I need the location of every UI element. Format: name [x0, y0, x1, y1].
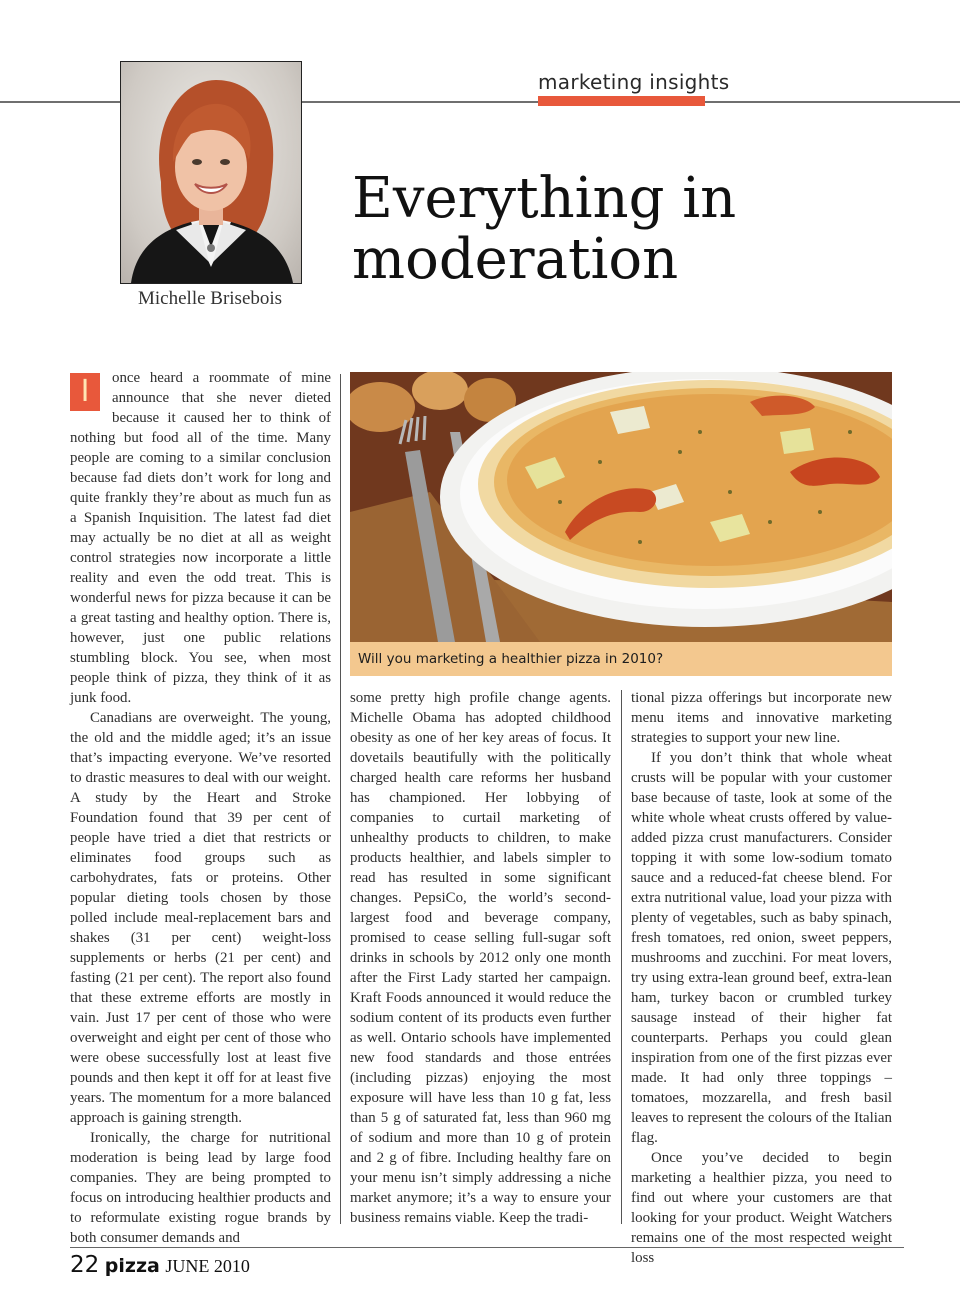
article-column-3 — [631, 688, 892, 1268]
pizza-illustration — [350, 372, 892, 642]
photo-caption — [350, 642, 892, 676]
magazine-name: pizza — [104, 1255, 160, 1277]
headline-line-2: moderation — [352, 227, 679, 292]
author-photo — [120, 61, 302, 284]
drop-cap: I — [70, 373, 100, 411]
pizza-photo — [350, 372, 892, 642]
article-column-1 — [70, 368, 331, 1248]
page-footer — [70, 1252, 250, 1278]
footer-rule — [70, 1247, 904, 1248]
paragraph: some pretty high profile change agents. Michelle Obama has adopted childhood obesity as one of her key areas of focus. It dovetails beautifully with the politically charged health care reforms her husband has championed. Her lobbying of companies to curtail marketing of unhealthy products to children, to make products healthier, and labels simpler to read has resulted in some significant changes. PepsiCo, the world’s second-largest food and beverage company, promised to cease selling full-sugar soft drinks in schools by 2012 only one month after the First Lady started her campaign. Kraft Foods announced it would reduce the sodium content of its products even further as well. Ontario schools have implemented new food standards and those entrées (including pizzas) enjoying the most exposure will have less than 10 g fat, less than 5 g of saturated fat, less than 960 mg of sodium and more than 10 g of protein and 2 g of fibre. Including healthy fare on your menu isn’t simply addressing a niche market anymore; it’s a way to ensure your business remains viable. Keep the tradi- — [350, 690, 611, 1226]
section-accent-bar — [538, 96, 705, 106]
article-column-2 — [350, 688, 611, 1228]
page-number: 22 — [70, 1252, 100, 1278]
paragraph-text: once heard a roommate of mine announce that she never dieted because it caused her to think of nothing but food all of the time. Many people are coming to a similar conclusion because fad diets don’t work for long and quite frankly they’re about as much fun as a Spanish Inquisition. The latest fad diet may actually be no diet at all as weight control strategies now incorporate a little reality and even the odd treat. This is wonderful news for pizza because it can be a great tasting and healthy option. There is, however, just one public relations stumbling block. You see, when most people think of pizza, they think of it as junk food. — [70, 370, 331, 706]
article-headline — [352, 168, 912, 290]
paragraph: tional pizza offerings but incorporate new menu items and innovative marketing strategies to support your new line. — [631, 690, 892, 746]
author-portrait-illustration — [121, 62, 301, 283]
section-label: marketing insights — [538, 70, 730, 94]
paragraph: Ironically, the charge for nutritional moderation is being lead by large food companies. They are being prompted to focus on introducing healthier products and to reformulate existing rogue brands by both consumer demands and — [70, 1130, 331, 1246]
headline-line-1: Everything in — [352, 166, 737, 231]
paragraph: Canadians are overweight. The young, the old and the middle aged; it’s an issue that’s impacting everyone. We’ve resorted to drastic measures to deal with our weight. A study by the Heart and Stroke Foundation found that 39 per cent of people have tried a diet that restricts or eliminates food groups such as carbohydrates, fats or proteins. Other popular dieting tools chosen by those polled include meal-replacement bars and shakes (31 per cent) weight-loss supplements or herbs (21 per cent) and fasting (21 per cent). The report also found that these extreme efforts are mostly in vain. Just 17 per cent of those who were overweight and eight per cent of those who were obese successfully lost at least five pounds and then kept it off for at least five years. The momentum for a more balanced approach is gaining strength. — [70, 710, 331, 1126]
author-name: Michelle Brisebois — [138, 288, 283, 309]
column-divider — [340, 374, 341, 1224]
photo-caption-text: Will you marketing a healthier pizza in 2010? — [358, 651, 664, 667]
column-divider — [621, 690, 622, 1224]
paragraph — [70, 368, 331, 708]
issue-date: JUNE 2010 — [165, 1256, 250, 1276]
paragraph: Once you’ve decided to begin marketing a healthier pizza, you need to find out where your customers are that looking for your product. Weight Watchers remains one of the most respected weight loss — [631, 1150, 892, 1266]
paragraph: If you don’t think that whole wheat crusts will be popular with your customer base because of taste, look at some of the white whole wheat crusts offered by value-added pizza crust manufacturers. Consider topping it with some low-sodium tomato sauce and a reduced-fat cheese blend. For extra nutritional value, load your pizza with plenty of vegetables, such as baby spinach, fresh tomatoes, red onion, sweet peppers, mushrooms and zucchini. For meat lovers, try using extra-lean ground beef, extra-lean ham, turkey bacon or crumbled turkey sausage instead of their higher fat counterparts. Perhaps you could glean inspiration from one of the first pizzas ever made. It had only three toppings – tomatoes, mozzarella, and fresh basil leaves to represent the colours of the Italian flag. — [631, 750, 892, 1146]
